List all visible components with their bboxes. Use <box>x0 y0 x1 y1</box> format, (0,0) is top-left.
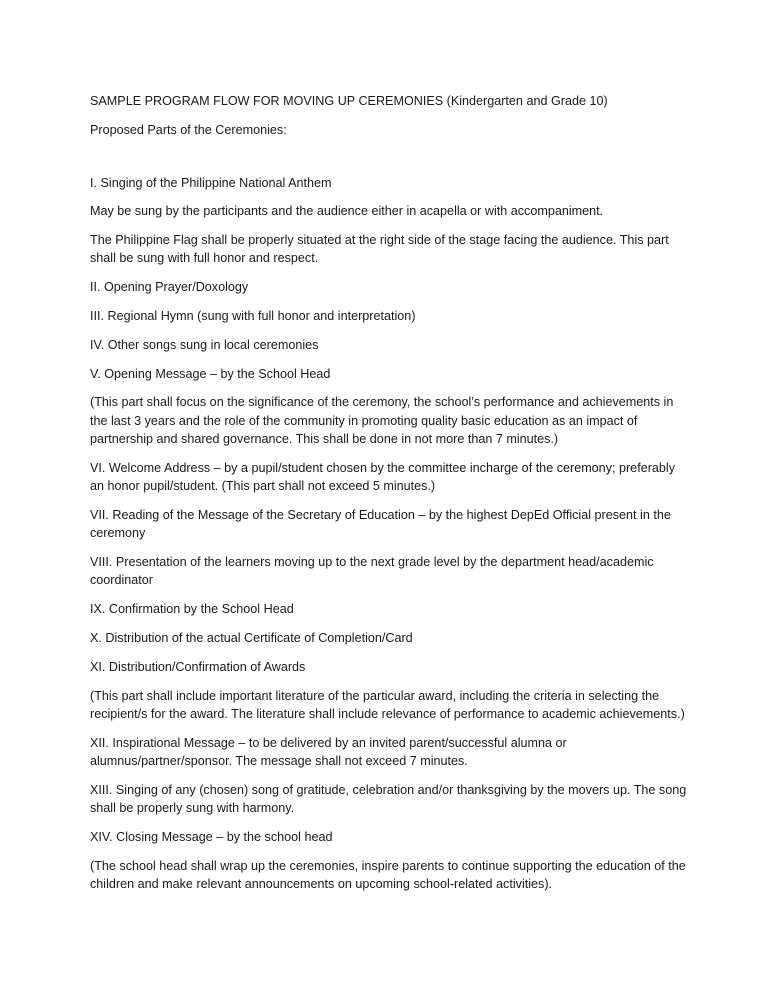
item-distribution-heading: X. Distribution of the actual Certificate of Completion/Card <box>90 630 413 645</box>
item-prayer-heading: II. Opening Prayer/Doxology <box>90 280 249 295</box>
item-other-songs-heading: IV. Other songs sung in local ceremonies <box>90 337 319 352</box>
document-title: SAMPLE PROGRAM FLOW FOR MOVING UP CEREMONIES (Kindergarten and Grade 10) <box>90 94 608 108</box>
item-presentation-heading: VIII. Presentation of the learners moving up to the next grade level by the department head/academic coordinator <box>90 555 654 588</box>
item-awards-note: (This part shall include important literature of the particular award, including the criteria in selecting the recipient/s for the award. The literature shall include relevance of performance to academic achievements.) <box>90 688 685 721</box>
item-secretary-message-heading: VII. Reading of the Message of the Secretary of Education – by the highest DepEd Official present in the ceremony <box>90 507 671 541</box>
document-subtitle: Proposed Parts of the Ceremonies: <box>90 122 287 137</box>
item-hymn-heading: III. Regional Hymn (sung with full honor and interpretation) <box>90 309 416 324</box>
item-gratitude-song-heading: XIII. Singing of any (chosen) song of gratitude, celebration and/or thanksgiving by the movers up. The song shall be properly sung with harmony. <box>90 782 687 816</box>
item-closing-message-heading: XIV. Closing Message – by the school head <box>90 829 333 844</box>
item-flag-note: The Philippine Flag shall be properly situated at the right side of the stage facing the audience. This part shall be sung with full honor and respect. <box>90 233 669 266</box>
item-opening-message-note: (This part shall focus on the significance of the ceremony, the school’s performance and achievements in the last 3 years and the role of the community in promoting quality basic education as an impact of partnership and shared governance. This shall be done in not more than 7 minutes.) <box>90 395 674 447</box>
item-confirmation-heading: IX. Confirmation by the School Head <box>90 602 294 617</box>
document-page <box>90 92 690 904</box>
item-closing-message-note: (The school head shall wrap up the ceremonies, inspire parents to continue supporting the education of the children and make relevant announcements on upcoming school-related activities). <box>90 858 686 891</box>
item-opening-message-heading: V. Opening Message – by the School Head <box>90 366 331 381</box>
item-awards-heading: XI. Distribution/Confirmation of Awards <box>90 659 306 674</box>
item-welcome-address-heading: VI. Welcome Address – by a pupil/student chosen by the committee incharge of the ceremony; preferably an honor pupil/student. (This part shall not exceed 5 minutes.) <box>90 460 675 494</box>
item-inspirational-message-heading: XII. Inspirational Message – to be delivered by an invited parent/successful alumna or alumnus/partner/sponsor. The message shall not exceed 7 minutes. <box>90 735 567 768</box>
item-anthem-note: May be sung by the participants and the audience either in acapella or with accompaniment. <box>90 204 604 219</box>
spacer <box>90 150 690 174</box>
item-anthem-heading: I. Singing of the Philippine National Anthem <box>90 175 332 190</box>
